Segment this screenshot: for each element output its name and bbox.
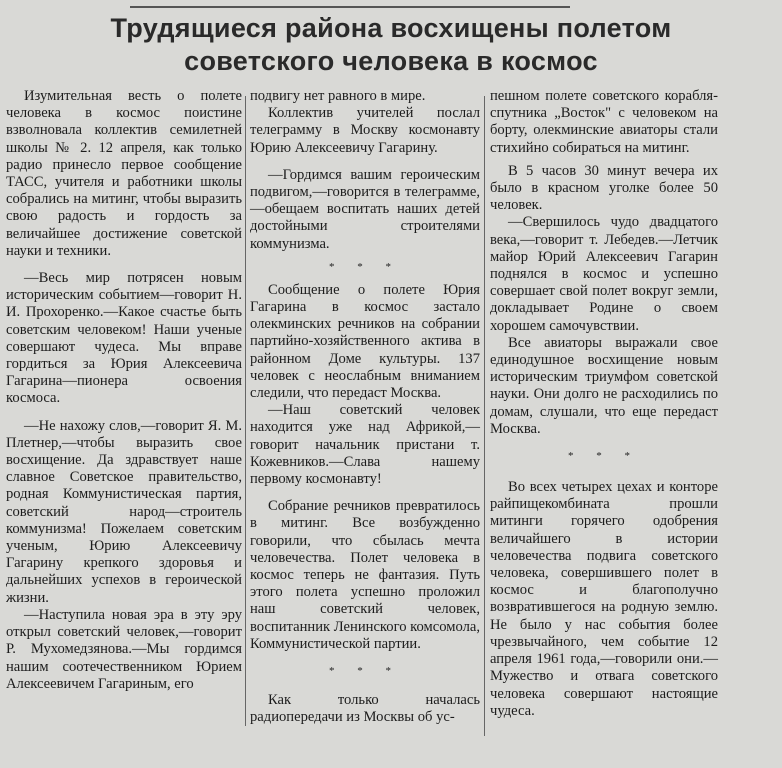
paragraph: —Наступила новая эра в эту эру открыл советский человек,—говорит Р. Мухомедзянова.—Мы гордимся нашим соотечественником Юрием Алексеевичем Гагариным, его — [6, 606, 242, 692]
paragraph: Во всех четырех цехах и конторе райпищекомбината прошли митинги горячего одобрения величайшего в истории человечества подвига советского человека, совершившего полет в космос и благополучно возвратившегося на родную землю. Не было у нас события более чрезвычайного, чем событие 12 апреля 1961 года,—говорили они.—Мужество и отвага советского человека совершают настоящие чудеса. — [490, 479, 718, 719]
paragraph: Как только началась радиопередачи из Москвы об ус- — [250, 692, 480, 726]
paragraph: пешном полете советского корабля-спутника „Восток" с человеком на борту, олекминские авиаторы стали стихийно собираться на митинг. — [490, 88, 718, 156]
paragraph: Изумительная весть о полете человека в космос поистине взволновала коллектив семилетней школы № 2. 12 апреля, как только радио принесло первое сообщение ТАСС, учителя и работники школы собрались на митинг, чтобы выразить свою радость и гордость за величайшее достижение советской науки и техники. — [6, 88, 242, 259]
headline-line-2: советского человека в космос — [184, 46, 598, 76]
paragraph: Все авиаторы выражали свое единодушное восхищение новым историческим триумфом советской науки. Они долго не расходились по домам, слушали, что еще передаст Москва. — [490, 334, 718, 437]
headline-line-1: Трудящиеся района восхищены полетом — [110, 13, 672, 43]
paragraph: —Гордимся вашим героическим подвигом,—говорится в телеграмме,—обещаем воспитать наших детей достойными строителями коммунизма. — [250, 166, 480, 252]
paragraph: —Не нахожу слов,—говорит Я. М. Плетнер,—чтобы выразить свое восхищение. Да здравствует наше славное Советское правительство, родная Коммунистическая партия, советский народ—строитель коммунизма! Пожелаем советским ученым, Юрию Алексеевичу Гагарину крепкого здоровья и дальнейших успехов в героической жизни. — [6, 417, 242, 606]
paragraph: Сообщение о полете Юрия Гагарина в космос застало олекминских речников на собрании партийно-хозяйственного актива в районном Доме культуры. 137 человек с неослабным вниманием следили, что передаст Москва. — [250, 281, 480, 402]
article-column-3 — [490, 88, 718, 720]
section-separator: * * * — [568, 450, 640, 463]
paragraph: Собрание речников превратилось в митинг. Все возбужденно говорили, что сбылась мечта человечества. Полет человека в космос теперь не фантазия. Путь этого полета успешно проложил наш советский человек, воспитанник Ленинского комсомола, Коммунистической партии. — [250, 498, 480, 652]
section-separator: * * * — [329, 665, 401, 678]
top-rule — [130, 6, 570, 8]
article-column-2 — [250, 88, 480, 727]
paragraph: —Весь мир потрясен новым историческим событием—говорит Н. И. Прохоренко.—Какое счастье быть советским человеком! Наши ученые совершают чудеса. Мы вправе гордиться за Юрия Алексеевича Гагарина—пионера освоения космоса. — [6, 270, 242, 407]
column-divider — [484, 96, 485, 736]
paragraph: В 5 часов 30 минут вечера их было в красном уголке более 50 человек. — [490, 162, 718, 214]
section-separator: * * * — [329, 260, 401, 273]
headline — [20, 12, 762, 78]
paragraph: подвигу нет равного в мире. — [250, 88, 426, 104]
paragraph: —Свершилось чудо двадцатого века,—говорит т. Лебедев.—Летчик майор Юрий Алексеевич Гагарин поднялся в космос и успешно совершает свой полет вокруг земли, докладывает Родине о своем хорошем самочувствии. — [490, 214, 718, 334]
article-column-1 — [6, 88, 242, 693]
paragraph: Коллектив учителей послал телеграмму в Москву космонавту Юрию Алексеевичу Гагарину. — [250, 105, 480, 156]
column-divider — [245, 96, 246, 726]
paragraph: —Наш советский человек находится уже над Африкой,—говорит начальник пристани т. Кожевников.—Слава нашему первому космонавту! — [250, 402, 480, 488]
